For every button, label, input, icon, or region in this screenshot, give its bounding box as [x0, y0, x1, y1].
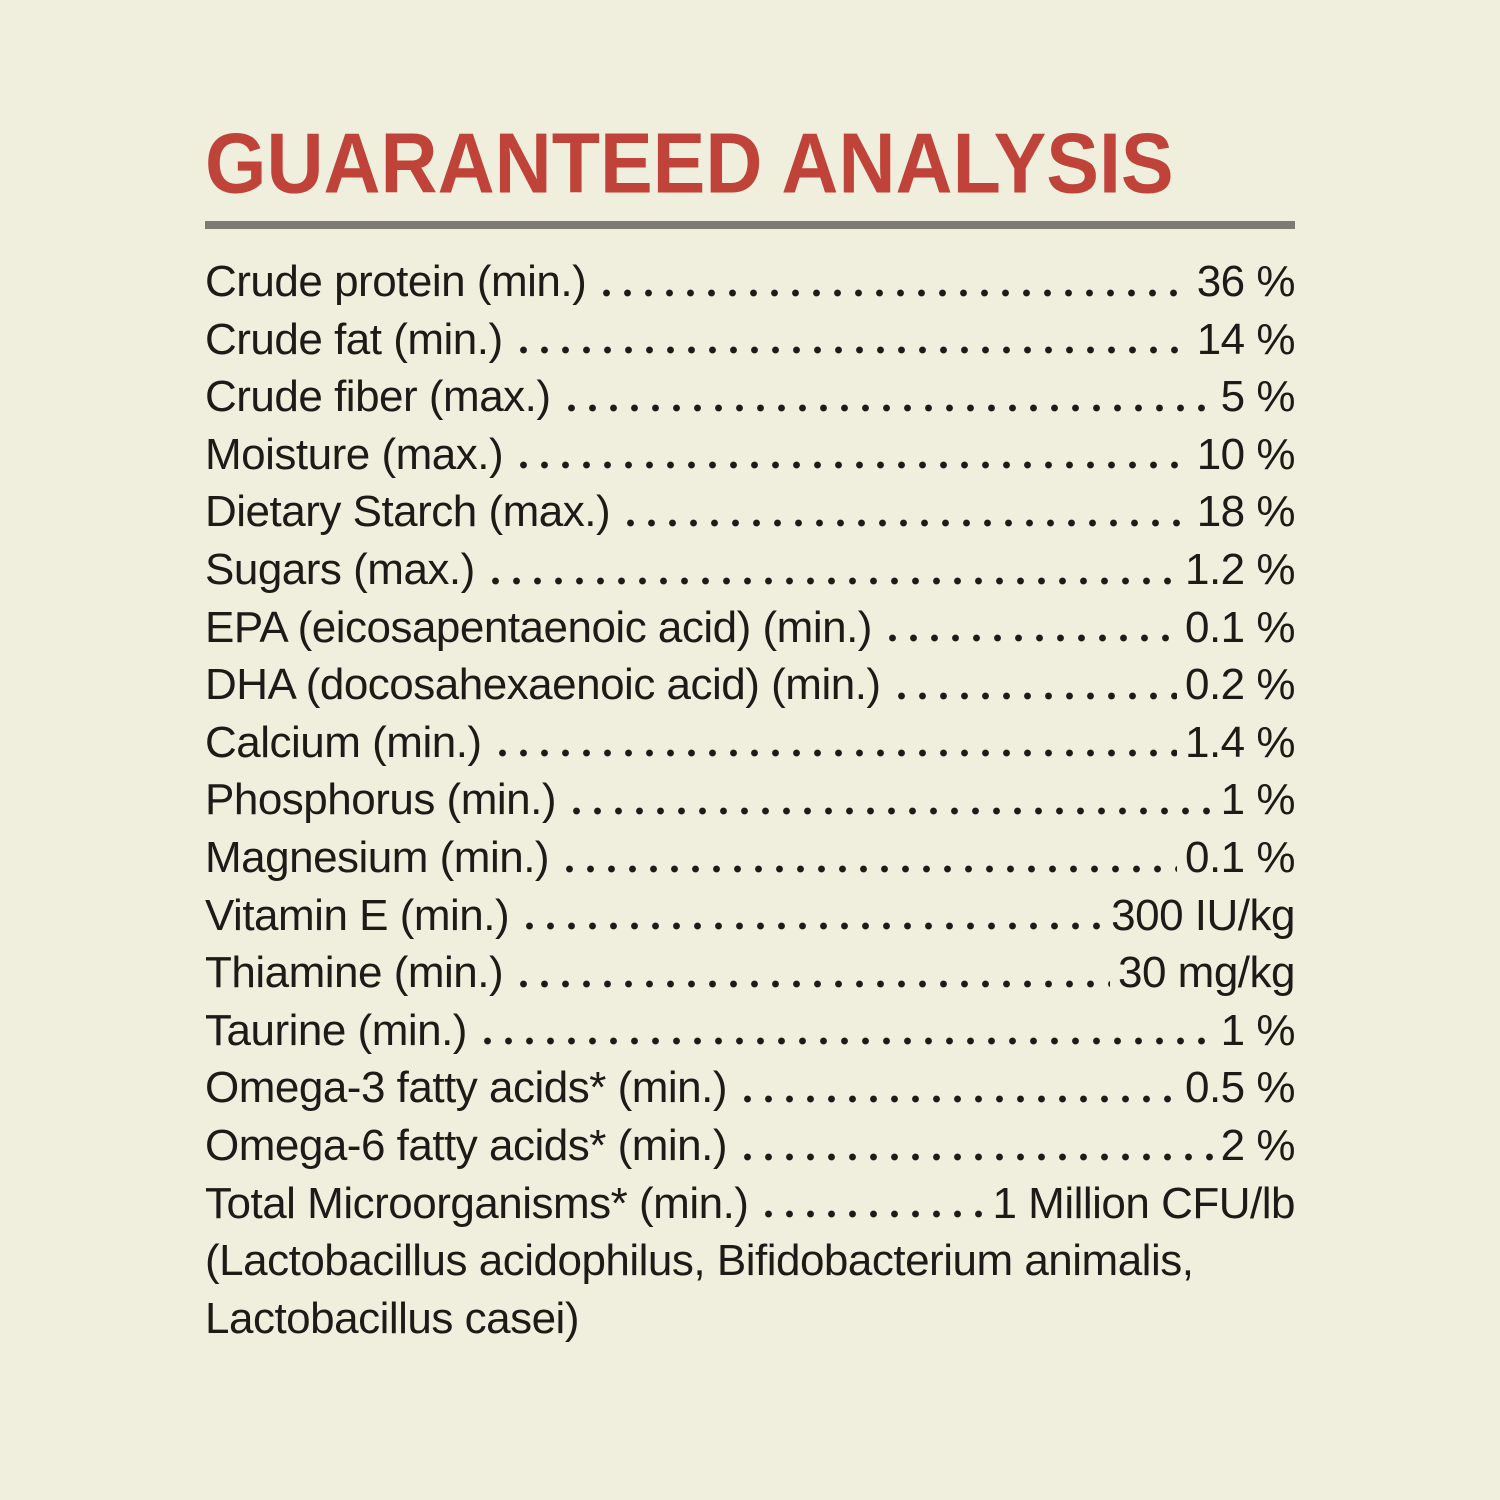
analysis-row — [205, 829, 1295, 887]
analysis-row-label: Crude protein (min.) — [205, 257, 587, 306]
analysis-row-label: Crude fiber (max.) — [205, 372, 551, 422]
analysis-row — [205, 483, 1295, 541]
analysis-row-label: DHA (docosahexaenoic acid) (min.) — [205, 660, 881, 710]
footnote-line: (Lactobacillus acidophilus, Bifidobacterium animalis, — [205, 1236, 1194, 1286]
dotted-leader — [559, 865, 1177, 873]
analysis-row-label: Thiamine (min.) — [205, 948, 504, 998]
analysis-row-value: 1 % — [1220, 1005, 1295, 1055]
analysis-row — [205, 1117, 1295, 1175]
analysis-row-label: Omega-6 fatty acids* (min.) — [205, 1120, 727, 1170]
dotted-leader — [519, 922, 1103, 930]
analysis-row-value: 10 % — [1196, 429, 1295, 479]
dotted-leader — [513, 346, 1189, 354]
page-title: GUARANTEED ANALYSIS — [205, 114, 1174, 211]
analysis-row — [205, 541, 1295, 599]
analysis-row-label: Taurine (min.) — [205, 1005, 467, 1055]
analysis-row — [205, 599, 1295, 657]
analysis-row — [205, 426, 1295, 484]
analysis-row-value: 1 Million CFU/lb — [992, 1178, 1295, 1228]
analysis-row-label: Vitamin E (min.) — [205, 890, 510, 940]
analysis-row-value: 0.2 % — [1184, 660, 1295, 710]
analysis-row-label: EPA (eicosapentaenoic acid) (min.) — [205, 602, 872, 652]
analysis-row-label: Crude fat (min.) — [205, 314, 503, 364]
analysis-row-value: 1 % — [1220, 775, 1295, 825]
analysis-row-value: 300 IU/kg — [1111, 890, 1295, 940]
analysis-row — [205, 714, 1295, 772]
analysis-row-label: Moisture (max.) — [205, 429, 504, 479]
analysis-row — [205, 253, 1295, 311]
analysis-row-label: Dietary Starch (max.) — [205, 487, 611, 537]
analysis-row-value: 0.1 % — [1184, 602, 1295, 652]
dotted-leader — [737, 1095, 1177, 1103]
analysis-row-value: 2 % — [1220, 1120, 1295, 1170]
dotted-leader — [758, 1210, 984, 1218]
dotted-leader — [513, 461, 1189, 469]
analysis-row-label: Magnesium (min.) — [205, 832, 550, 882]
title-divider — [205, 221, 1295, 229]
dotted-leader — [620, 519, 1189, 527]
analysis-row — [205, 1002, 1295, 1060]
dotted-leader — [492, 749, 1177, 757]
dotted-leader — [477, 1037, 1213, 1045]
dotted-leader — [596, 289, 1188, 297]
dotted-leader — [882, 634, 1177, 642]
analysis-row-label: Sugars (max.) — [205, 544, 475, 594]
analysis-row — [205, 368, 1295, 426]
dotted-leader — [561, 404, 1213, 412]
analysis-row-value: 36 % — [1196, 257, 1295, 306]
dotted-leader — [485, 577, 1177, 585]
analysis-row-label: Omega-3 fatty acids* (min.) — [205, 1063, 727, 1113]
analysis-row-value: 1.2 % — [1184, 544, 1295, 594]
dotted-leader — [513, 980, 1110, 988]
analysis-row — [205, 771, 1295, 829]
analysis-row-label: Phosphorus (min.) — [205, 775, 556, 825]
dotted-leader — [891, 692, 1177, 700]
analysis-row-value: 5 % — [1220, 372, 1295, 422]
analysis-row-value: 0.1 % — [1184, 832, 1295, 882]
analysis-row — [205, 656, 1295, 714]
analysis-row-value: 1.4 % — [1184, 717, 1295, 767]
analysis-row-label: Calcium (min.) — [205, 717, 482, 767]
analysis-row — [205, 1059, 1295, 1117]
analysis-list — [205, 253, 1295, 1232]
microorganisms-footnote — [205, 1232, 1295, 1347]
analysis-row-value: 30 mg/kg — [1118, 948, 1295, 998]
analysis-row-value: 18 % — [1196, 487, 1295, 537]
dotted-leader — [737, 1153, 1213, 1161]
analysis-row — [205, 944, 1295, 1002]
dotted-leader — [566, 807, 1213, 815]
footnote-line: Lactobacillus casei) — [205, 1293, 579, 1343]
analysis-row-value: 14 % — [1196, 314, 1295, 364]
analysis-row — [205, 1175, 1295, 1233]
analysis-row-value: 0.5 % — [1184, 1063, 1295, 1113]
analysis-row — [205, 887, 1295, 945]
analysis-row — [205, 311, 1295, 369]
analysis-row-label: Total Microorganisms* (min.) — [205, 1178, 749, 1228]
